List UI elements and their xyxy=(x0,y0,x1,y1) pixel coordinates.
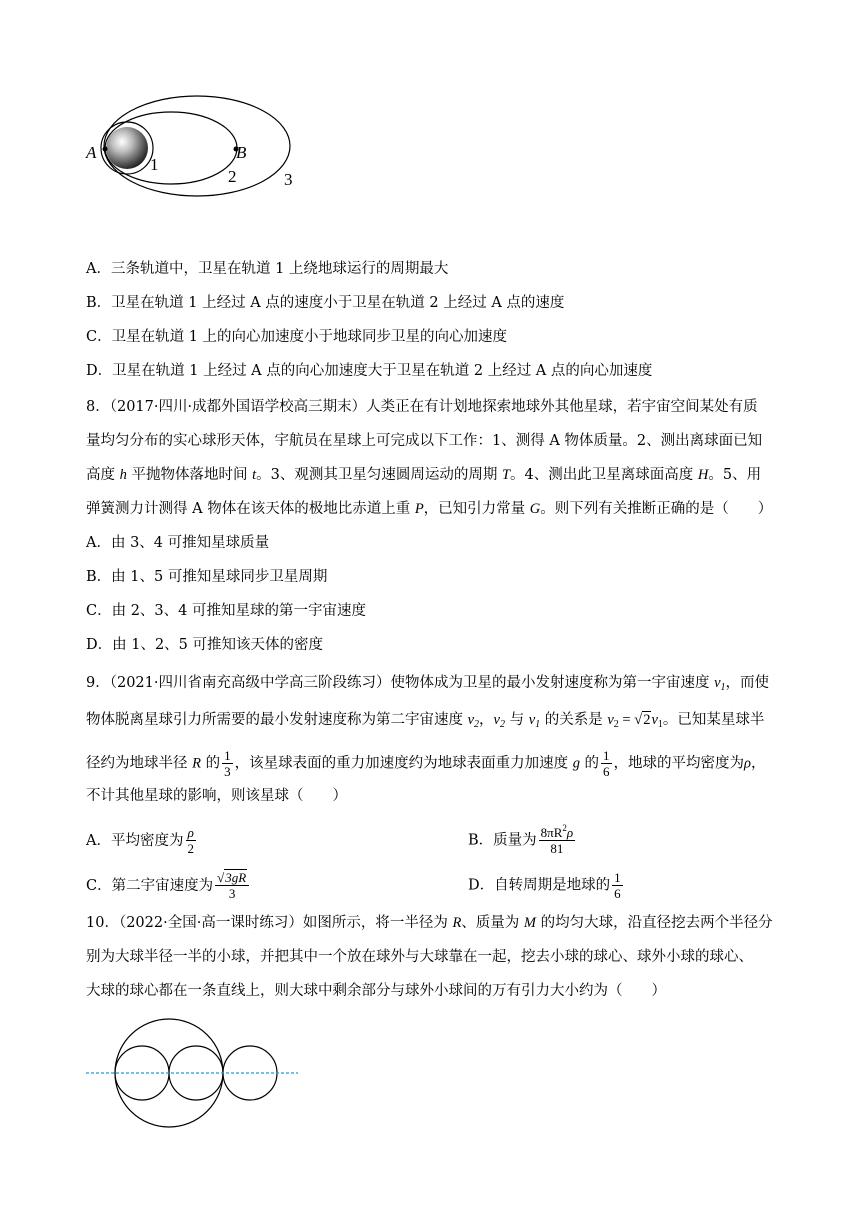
q9-stem-line-3: 径约为地球半径 R 的 $\frac{1}{3}$ ，该星球表面的重力加速度约为地球表面重力加速度 g 的 $\frac{1}{6}$ ，地球的平均密度为ρ， xyxy=(86,748,766,779)
q9-option-a: A．平均密度为 $\frac{\rho}{2}$ xyxy=(86,825,194,856)
spheres-diagram xyxy=(80,1015,310,1135)
q7-option-d: D．卫星在轨道 1 上经过 A 点的向心加速度大于卫星在轨道 2 上经过 A 点的向心加速度 xyxy=(86,363,653,379)
q9-option-c: C．第二宇宙速度为 $\frac{√3gR}{3}$ xyxy=(86,878,251,894)
q8-stem-line-1: 8．（2017·四川·成都外国语学校高三期末）人类正在有计划地探索地球外其他星球，若宇宙空间某处有质 xyxy=(86,399,758,415)
q10-stem-line-2: 别为大球半径一半的小球，并把其中一个放在球外与大球靠在一起，挖去小球的球心、球外小球的球心、 xyxy=(86,949,753,965)
earth xyxy=(106,127,148,169)
q9-options-row-1 xyxy=(86,825,786,856)
q10-stem-line-1: 10．（2022·全国·高一课时练习）如图所示，将一半径为 R、质量为 M 的均匀大球，沿直径挖去两个半径分 xyxy=(86,915,773,931)
q8-stem-line-4: 弹簧测力计测得 A 物体在该天体的极地比赤道上重 P，已知引力常量 G。则下列有关推断正确的是（ ） xyxy=(86,501,773,517)
q9-option-d: D．自转周期是地球的 $\frac{1}{6}$ xyxy=(468,870,621,901)
q8-stem-line-3: 高度 h 平抛物体落地时间 t。3、观测其卫星匀速圆周运动的周期 T。4、测出此卫星离球面高度 H。5、用 xyxy=(86,467,762,483)
fraction-one-third: $\frac{1}{3}$ xyxy=(224,748,231,779)
orbit-diagram xyxy=(80,90,310,200)
q8-option-d: D．由 1、2、5 可推知该天体的密度 xyxy=(86,637,324,653)
q8-stem-line-2: 量均匀分布的实心球形天体，宇航员在星球上可完成以下工作：1、测得 A 物体质量。2、测出离球面已知 xyxy=(86,433,763,449)
q9-options-row-2 xyxy=(86,870,786,901)
q9-stem-line-2: 物体脱离星球引力所需要的最小发射速度称为第二宇宙速度 $v_2$，$v_2$ 与 $v_1$ 的关系是 $v_2 = √2v_1$。已知某星球半 xyxy=(86,712,765,730)
label-1: 1 xyxy=(150,155,159,174)
q9-relation-equation: $v_2 = √2v_1$ xyxy=(607,712,663,730)
fraction-one-sixth: $\frac{1}{6}$ xyxy=(603,748,610,779)
q7-option-c: C．卫星在轨道 1 上的向心加速度小于地球同步卫星的向心加速度 xyxy=(86,329,508,345)
q7-option-b: B．卫星在轨道 1 上经过 A 点的速度小于卫星在轨道 2 上经过 A 点的速度 xyxy=(86,295,565,311)
q9-stem-line-1: 9．（2021·四川省南充高级中学高三阶段练习）使物体成为卫星的最小发射速度称为第一宇宙速度 $v_1$，而使 xyxy=(86,675,770,693)
q8-option-c: C．由 2、3、4 可推知星球的第一宇宙速度 xyxy=(86,603,366,619)
q9-stem-line-4: 不计其他星球的影响，则该星球（ ） xyxy=(86,788,347,804)
label-2: 2 xyxy=(228,167,237,186)
q8-option-a: A．由 3、4 可推知星球质量 xyxy=(86,535,270,551)
label-a: A xyxy=(86,143,97,162)
q8-option-b: B．由 1、5 可推知星球同步卫星周期 xyxy=(86,569,328,585)
label-3: 3 xyxy=(284,170,293,189)
point-a xyxy=(103,147,108,152)
q9-option-b: B．质量为 $\frac{8\pi R^2\rho}{81}$ xyxy=(468,823,574,856)
q7-option-a: A．三条轨道中，卫星在轨道 1 上绕地球运行的周期最大 xyxy=(86,261,449,277)
label-b: B xyxy=(236,143,247,162)
q10-stem-line-3: 大球的球心都在一条直线上，则大球中剩余部分与球外小球间的万有引力大小约为（ ） xyxy=(86,983,666,999)
